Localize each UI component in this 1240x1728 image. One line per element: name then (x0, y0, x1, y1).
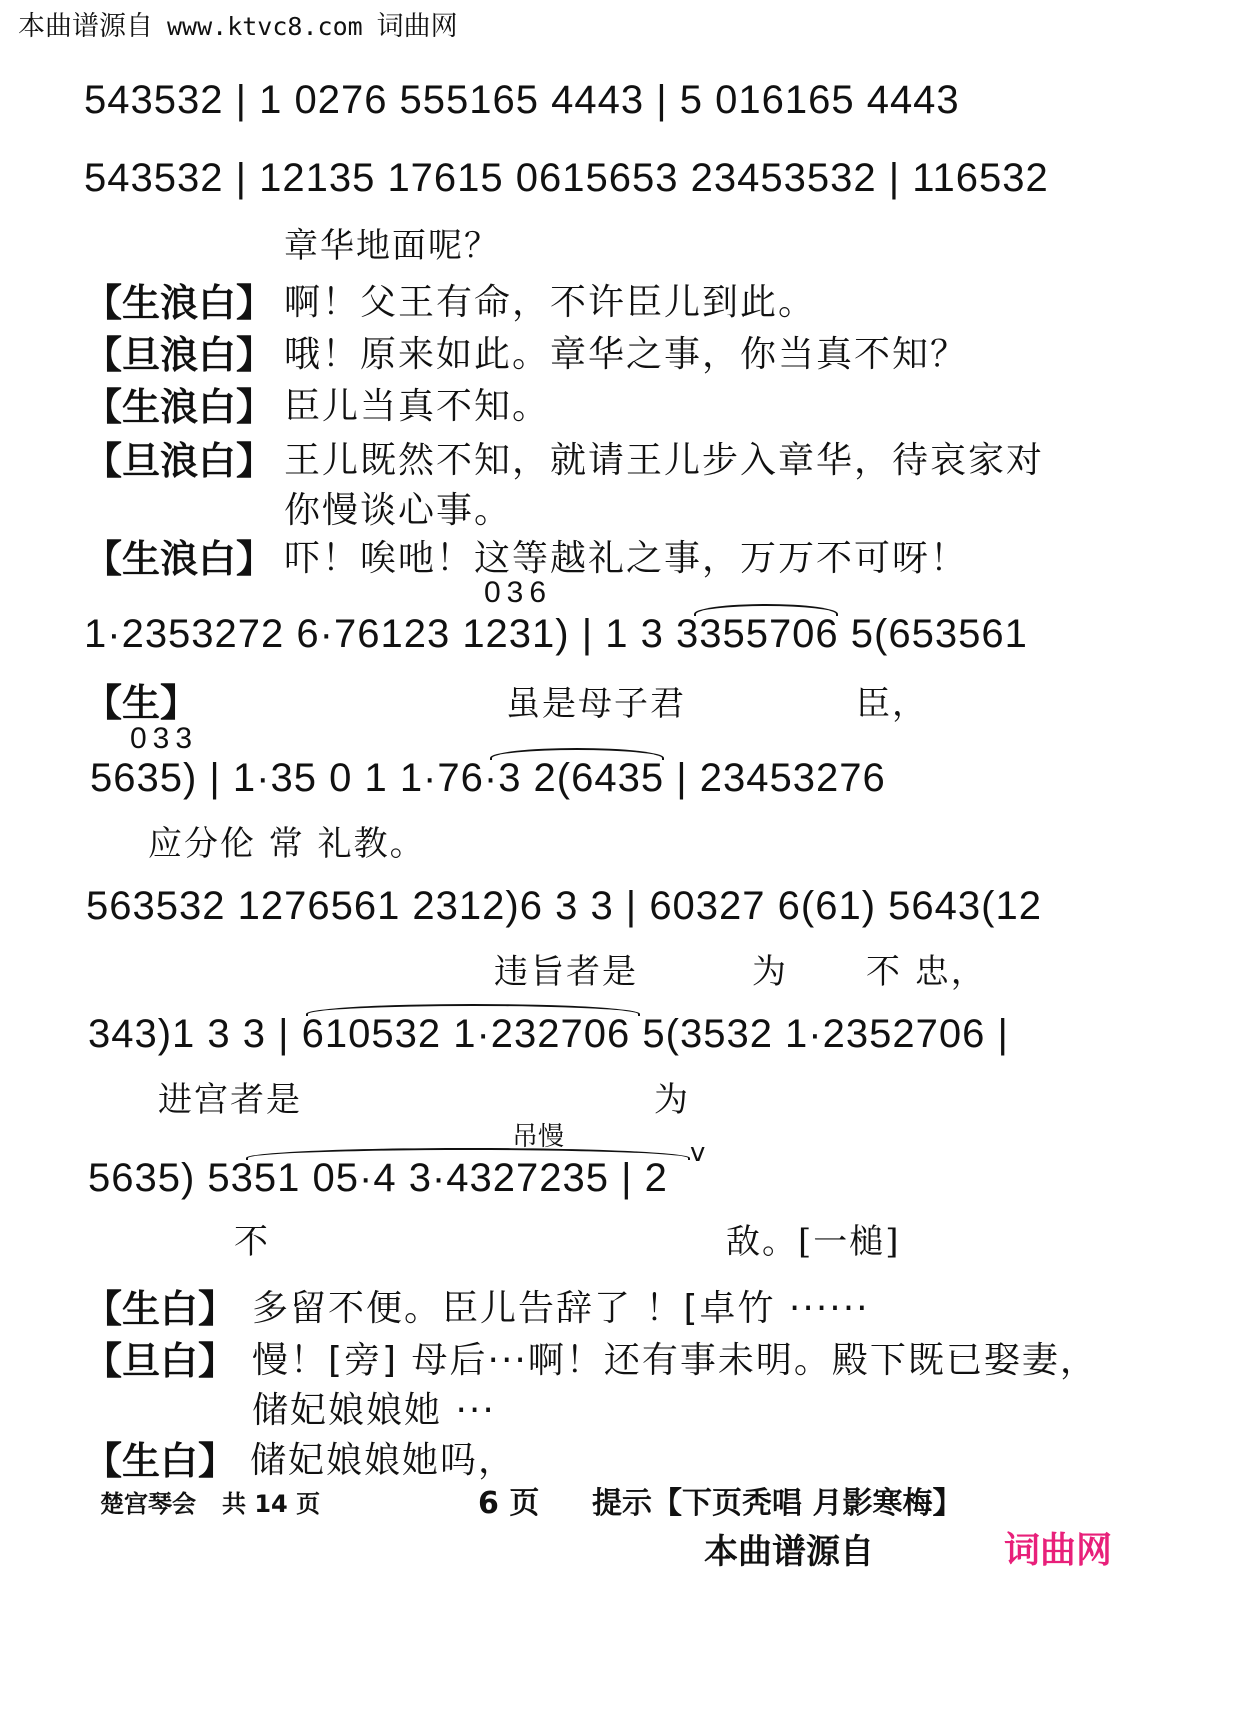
header-source-label: 本曲谱源自 (18, 11, 153, 42)
footer-brand-logo[interactable]: 词曲网 (1004, 1530, 1113, 1571)
dialogue-role: 【生浪白】 (84, 537, 275, 581)
footer-total-pages: 共 14 页 (222, 1490, 321, 1518)
dialogue-role: 【旦浪白】 (84, 333, 275, 377)
staff-line-1: 543532 | 1 0276 555165 4443 | 5 016165 4443 (84, 78, 960, 122)
lyric-line-7: 不 (234, 1222, 270, 1262)
dialogue-text-4: 王儿既然不知，就请王儿步入章华，待哀家对 (284, 440, 1045, 481)
dialogue-row-4 (84, 430, 274, 485)
lyric-line-4: 应分伦 常 礼教。 (148, 824, 426, 864)
lyric-line-7b: 敌。[一槌] (726, 1222, 901, 1262)
dialogue-text-2: 哦！原来如此。章华之事，你当真不知？ (284, 334, 969, 375)
slur-mark (306, 1004, 640, 1016)
staff-line-6: 343)1 3 3 | 610532 1·232706 5(3532 1·2352706 | (88, 1012, 1009, 1056)
footer-source-label: 本曲谱源自 (704, 1532, 874, 1572)
footer-page-number: 6 页 (478, 1486, 540, 1521)
dialogue2-text-4: 储妃娘娘她吗， (250, 1440, 517, 1481)
lyric-line-5b: 为 (752, 952, 788, 992)
dialogue2-role-4: 【生白】 (84, 1439, 237, 1483)
lyric-line-5c: 不 忠， (866, 952, 987, 992)
dialogue-text-5: 你慢谈心事。 (284, 490, 513, 531)
lyric-role-sheng: 【生】 (84, 681, 199, 725)
dialogue-role: 【生浪白】 (84, 281, 275, 325)
footer-title: 楚宫琴会 (100, 1490, 196, 1518)
dialogue-row-3 (84, 376, 274, 431)
dialogue2-role-1: 【生白】 (84, 1287, 237, 1331)
dialogue2-text-1: 多留不便。臣儿告辞了 ！[卓竹 ······ (252, 1288, 870, 1329)
dialogue-role: 【旦浪白】 (84, 439, 275, 483)
dialogue-row-1 (84, 272, 274, 327)
dialogue-text-6: 吓！唉吔！这等越礼之事，万万不可呀！ (284, 538, 969, 579)
dialogue2-role-2: 【旦白】 (84, 1339, 237, 1383)
slur-mark (490, 748, 664, 760)
breath-mark: v (690, 1138, 706, 1168)
lyric-line-6: 进宫者是 (158, 1080, 302, 1120)
footer-hint: 提示【下页秃唱 月影寒梅】 (592, 1486, 963, 1521)
staff-mark-033: 033 (130, 722, 199, 755)
lyric-line-6b: 为 (654, 1080, 690, 1120)
dialogue-text-1: 啊！父王有命，不许臣儿到此。 (284, 282, 817, 323)
dialogue-row-2 (84, 324, 274, 379)
dialogue2-text-3: 储妃娘娘她 ··· (252, 1390, 496, 1431)
staff-line-5-visible: 563532 1276561 2312)6 3 3 | 60327 6(61) 5643(12 (86, 884, 1042, 928)
staff-line-7: 5635) 5351 05·4 3·4327235 | 2 (88, 1156, 668, 1200)
lyric-line-1: 章华地面呢？ (284, 226, 500, 266)
page-header (18, 4, 458, 43)
header-url-link[interactable]: www.ktvc8.com (167, 12, 363, 41)
staff-line-2: 543532 | 12135 17615 0615653 23453532 | 116532 (84, 156, 1049, 200)
tempo-mark: 吊慢 (512, 1122, 565, 1152)
header-site-name: 词曲网 (376, 11, 458, 42)
slur-mark (694, 604, 838, 616)
dialogue-role: 【生浪白】 (84, 385, 275, 429)
staff-line-3: 1·2353272 6·76123 1231) | 1 3 3355706 5(653561 (84, 612, 1028, 656)
dialogue-text-3: 臣儿当真不知。 (284, 386, 551, 427)
lyric-line-3b: 臣， (856, 684, 928, 724)
lyric-line-3: 虽是母子君 (506, 684, 686, 724)
dialogue-row-6 (84, 528, 274, 583)
lyric-line-5: 违旨者是 (494, 952, 638, 992)
dialogue2-text-2: 慢！[旁] 母后···啊！还有事未明。殿下既已娶妻， (252, 1340, 1098, 1381)
staff-line-4: 5635) | 1·35 0 1 1·76·3 2(6435 | 23453276 (90, 756, 886, 800)
staff-mark-036: 036 (484, 576, 553, 609)
